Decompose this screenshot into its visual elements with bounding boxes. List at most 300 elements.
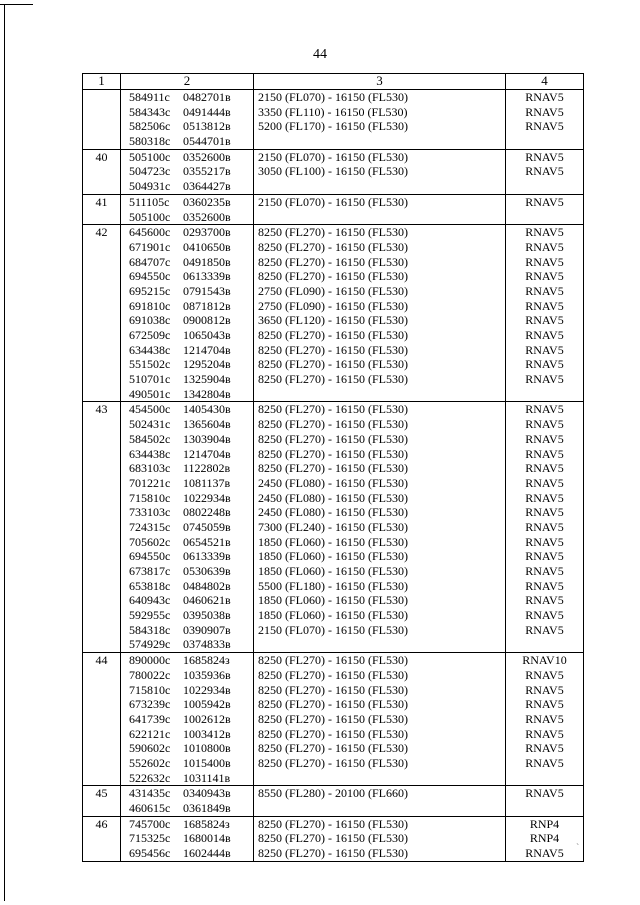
navigation-spec: RNAV5: [525, 342, 564, 357]
coordinates-cell: [121, 194, 254, 224]
flight-level-range: 2150 (FL070) - 16150 (FL530): [258, 149, 408, 164]
route-number-cell: [83, 816, 121, 861]
flight-level-range: 1850 (FL060) - 16150 (FL530): [258, 593, 408, 608]
latitude: 622121с: [129, 726, 171, 741]
table-row: [83, 653, 584, 786]
coordinate-line: [121, 786, 253, 801]
longitude: 0871812в: [183, 298, 231, 313]
coordinate-line: [121, 195, 253, 210]
coordinates-cell: [121, 402, 254, 653]
navigation-spec: RNAV5: [525, 119, 564, 134]
flight-level-range: 8250 (FL270) - 16150 (FL530): [258, 816, 408, 831]
coordinate-line: [121, 269, 253, 284]
header-col-2: 2: [121, 74, 254, 90]
longitude: 1685824з: [183, 653, 230, 668]
navigation-spec: RNAV5: [525, 682, 564, 697]
navigation-spec: RNAV5: [525, 283, 564, 298]
navigation-spec: RNAV10: [522, 653, 567, 668]
flight-level-range: 8250 (FL270) - 16150 (FL530): [258, 372, 408, 387]
longitude: 1342804в: [183, 386, 231, 401]
navigation-spec: RNAV5: [525, 194, 564, 209]
longitude: 1214704в: [183, 342, 231, 357]
longitude: 0791543в: [183, 283, 231, 298]
coordinate-line: [121, 637, 253, 652]
navigation-spec-cell: [506, 816, 584, 861]
longitude: 1015400в: [183, 755, 231, 770]
navigation-spec: RNAV5: [525, 534, 564, 549]
latitude: 745700с: [129, 816, 171, 831]
coordinate-line: [121, 432, 253, 447]
latitude: 645600с: [129, 225, 171, 240]
longitude: 1003412в: [183, 726, 231, 741]
coordinate-line: [121, 817, 253, 832]
flight-level-range: 2750 (FL090) - 16150 (FL530): [258, 283, 408, 298]
navigation-spec: RNAV5: [525, 578, 564, 593]
levels-cell: [254, 225, 506, 402]
coordinate-line: [121, 402, 253, 417]
coordinate-line: [121, 240, 253, 255]
route-number: 46: [95, 816, 108, 831]
longitude: 1214704в: [183, 446, 231, 461]
route-number-cell: [83, 402, 121, 653]
latitude: 715810с: [129, 682, 171, 697]
navigation-spec: RNAV5: [525, 328, 564, 342]
navigation-spec: RNP4: [529, 816, 560, 831]
table-row: [83, 402, 584, 653]
longitude: 1022934в: [183, 490, 231, 505]
longitude: 0395038в: [183, 608, 231, 623]
latitude: 584318с: [129, 622, 171, 637]
flight-level-range: 8250 (FL270) - 16150 (FL530): [258, 225, 408, 240]
latitude: 701221с: [129, 475, 171, 490]
longitude: 0654521в: [183, 534, 231, 549]
coordinate-line: [121, 372, 253, 387]
latitude: 780022с: [129, 667, 171, 682]
longitude: 1122802в: [183, 461, 231, 476]
coordinates-cell: [121, 653, 254, 786]
route-table: [82, 73, 584, 862]
navigation-spec-cell: [506, 786, 584, 816]
coordinate-line: [121, 712, 253, 727]
navigation-spec: RNAV5: [525, 461, 564, 476]
flight-level-range: 1850 (FL060) - 16150 (FL530): [258, 564, 408, 578]
latitude: 691038с: [129, 313, 171, 328]
table-row: [83, 149, 584, 194]
latitude: 551502с: [129, 357, 171, 372]
longitude: 1405430в: [183, 402, 231, 417]
levels-cell: [254, 816, 506, 861]
longitude: 0374833в: [183, 637, 231, 652]
latitude: 694550с: [129, 549, 171, 564]
route-number: 40: [95, 149, 108, 164]
route-number: [83, 90, 120, 105]
longitude: 0340943в: [183, 786, 231, 801]
flight-level-range: 8250 (FL270) - 16150 (FL530): [258, 254, 408, 269]
navigation-spec: RNAV5: [525, 431, 564, 446]
coordinate-line: [121, 608, 253, 623]
coordinate-line: [121, 801, 253, 816]
levels-cell: [254, 149, 506, 194]
longitude: 1365604в: [183, 417, 231, 432]
coordinate-line: [121, 461, 253, 476]
flight-level-range: 8250 (FL270) - 16150 (FL530): [258, 846, 408, 861]
latitude: 695456с: [129, 846, 171, 861]
latitude: 733103с: [129, 505, 171, 520]
latitude: 705602с: [129, 534, 171, 549]
flight-level-range: 8250 (FL270) - 16150 (FL530): [258, 446, 408, 461]
flight-level-range: 2450 (FL080) - 16150 (FL530): [258, 490, 408, 505]
coordinate-line: [121, 357, 253, 372]
latitude: 584502с: [129, 431, 171, 446]
longitude: 0364427в: [183, 179, 231, 194]
coordinate-line: [121, 727, 253, 742]
navigation-spec: RNAV5: [525, 490, 564, 505]
route-number: 41: [95, 194, 108, 209]
longitude: 0513812в: [183, 119, 231, 134]
header-col-1: 1: [83, 74, 121, 90]
flight-level-range: 8250 (FL270) - 16150 (FL530): [258, 755, 408, 770]
longitude: 0390907в: [183, 622, 231, 637]
coordinate-line: [121, 741, 253, 756]
flight-level-range: 8250 (FL270) - 16150 (FL530): [258, 726, 408, 741]
latitude: 673239с: [129, 697, 171, 712]
longitude: 0544701в: [183, 134, 231, 149]
latitude: 590602с: [129, 741, 171, 756]
coordinate-line: [121, 179, 253, 194]
latitude: 504931с: [129, 179, 171, 194]
latitude: 502431с: [129, 417, 171, 432]
navigation-spec-cell: [506, 194, 584, 224]
page-left-edge: [4, 4, 5, 901]
levels-cell: [254, 653, 506, 786]
longitude: 0900812в: [183, 313, 231, 328]
flight-level-range: 2750 (FL090) - 16150 (FL530): [258, 298, 408, 313]
navigation-spec: RNAV5: [525, 846, 564, 861]
longitude: 1685824з: [183, 816, 230, 831]
longitude: 0361849в: [183, 801, 231, 815]
navigation-spec: RNAV5: [525, 164, 564, 179]
flight-level-range: 8250 (FL270) - 16150 (FL530): [258, 342, 408, 357]
longitude: 0802248в: [183, 505, 231, 520]
longitude: 0745059в: [183, 519, 231, 534]
longitude: 0410650в: [183, 239, 231, 254]
latitude: 653818с: [129, 578, 171, 593]
flight-level-range: 2150 (FL070) - 16150 (FL530): [258, 90, 408, 104]
coordinate-line: [121, 771, 253, 786]
navigation-spec: RNAV5: [525, 726, 564, 741]
longitude: 1031141в: [183, 770, 231, 785]
route-number-cell: [83, 194, 121, 224]
navigation-spec: RNAV5: [525, 90, 564, 104]
latitude: 584343с: [129, 104, 171, 119]
latitude: 640943с: [129, 593, 171, 608]
flight-level-range: 8250 (FL270) - 16150 (FL530): [258, 831, 408, 846]
longitude: 0613339в: [183, 269, 231, 284]
navigation-spec: RNAV5: [525, 372, 564, 387]
latitude: 592955с: [129, 608, 171, 623]
page-number: 44: [313, 47, 327, 62]
longitude: 1002612в: [183, 711, 231, 726]
longitude: 1303904в: [183, 431, 231, 446]
longitude: 1081137в: [183, 475, 231, 490]
levels-cell: [254, 90, 506, 150]
longitude: 1010800в: [183, 741, 231, 756]
flight-level-range: 2450 (FL080) - 16150 (FL530): [258, 475, 408, 490]
coordinate-line: [121, 164, 253, 179]
flight-level-range: 3050 (FL100) - 16150 (FL530): [258, 164, 408, 179]
navigation-spec: RNAV5: [525, 225, 564, 240]
navigation-spec: RNAV5: [525, 475, 564, 490]
route-number-cell: [83, 225, 121, 402]
flight-level-range: 1850 (FL060) - 16150 (FL530): [258, 549, 408, 564]
flight-level-range: 8250 (FL270) - 16150 (FL530): [258, 269, 408, 284]
levels-cell: [254, 194, 506, 224]
coordinates-cell: [121, 149, 254, 194]
navigation-spec: RNAV5: [525, 697, 564, 712]
flight-level-range: 8250 (FL270) - 16150 (FL530): [258, 682, 408, 697]
longitude: 1325904в: [183, 372, 231, 387]
coordinate-line: [121, 505, 253, 520]
navigation-spec: RNAV5: [525, 402, 564, 417]
route-number: 45: [95, 786, 108, 801]
coordinate-line: [121, 284, 253, 299]
navigation-spec-cell: [506, 402, 584, 653]
coordinate-line: [121, 491, 253, 506]
navigation-spec: RNAV5: [525, 786, 564, 801]
navigation-spec: RNAV5: [525, 549, 564, 564]
coordinate-line: [121, 520, 253, 535]
flight-level-range: 8250 (FL270) - 16150 (FL530): [258, 328, 408, 342]
navigation-spec: RNAV5: [525, 417, 564, 432]
coordinate-line: [121, 564, 253, 579]
table-row: [83, 786, 584, 816]
header-col-3: 3: [254, 74, 506, 90]
navigation-spec: RNAV5: [525, 564, 564, 578]
coordinate-line: [121, 756, 253, 771]
coordinate-line: [121, 653, 253, 668]
flight-level-range: 2150 (FL070) - 16150 (FL530): [258, 622, 408, 637]
flight-level-range: 8250 (FL270) - 16150 (FL530): [258, 697, 408, 712]
latitude: 580318с: [129, 134, 171, 149]
scan-mark: `: [576, 843, 580, 854]
latitude: 490501с: [129, 386, 171, 401]
longitude: 1035936в: [183, 667, 231, 682]
table-header-row: [83, 74, 584, 90]
route-number-cell: [83, 786, 121, 816]
flight-level-range: 3350 (FL110) - 16150 (FL530): [258, 104, 408, 119]
longitude: 0613339в: [183, 549, 231, 564]
latitude: 505100с: [129, 149, 171, 164]
latitude: 715810с: [129, 490, 171, 505]
navigation-spec: RNAV5: [525, 254, 564, 269]
route-number: 42: [95, 225, 108, 240]
coordinate-line: [121, 579, 253, 594]
coordinate-line: [121, 447, 253, 462]
coordinate-line: [121, 313, 253, 328]
longitude: 1065043в: [183, 328, 231, 342]
coordinate-line: [121, 255, 253, 270]
latitude: 510701с: [129, 372, 171, 387]
navigation-spec: RNAV5: [525, 519, 564, 534]
latitude: 584911с: [129, 90, 170, 104]
navigation-spec: RNP4: [529, 831, 560, 846]
flight-level-range: 8550 (FL280) - 20100 (FL660): [258, 786, 408, 801]
longitude: 0530639в: [183, 564, 231, 578]
latitude: 431435с: [129, 786, 171, 801]
coordinate-line: [121, 150, 253, 165]
latitude: 574929с: [129, 637, 171, 652]
flight-level-range: 2450 (FL080) - 16150 (FL530): [258, 505, 408, 520]
latitude: 641739с: [129, 711, 171, 726]
navigation-spec: RNAV5: [525, 741, 564, 756]
flight-level-range: 8250 (FL270) - 16150 (FL530): [258, 667, 408, 682]
latitude: 634438с: [129, 446, 171, 461]
flight-level-range: 8250 (FL270) - 16150 (FL530): [258, 417, 408, 432]
levels-cell: [254, 402, 506, 653]
navigation-spec-cell: [506, 90, 584, 150]
coordinates-cell: [121, 786, 254, 816]
coordinates-cell: [121, 90, 254, 150]
levels-cell: [254, 786, 506, 816]
navigation-spec: RNAV5: [525, 104, 564, 119]
coordinate-line: [121, 343, 253, 358]
latitude: 695215с: [129, 283, 171, 298]
latitude: 511105с: [129, 194, 170, 209]
latitude: 522632с: [129, 770, 171, 785]
flight-level-range: 3650 (FL120) - 16150 (FL530): [258, 313, 408, 328]
header-col-4: 4: [506, 74, 584, 90]
route-number-cell: [83, 149, 121, 194]
coordinate-line: [121, 846, 253, 861]
table-row: [83, 90, 584, 150]
latitude: 694550с: [129, 269, 171, 284]
coordinate-line: [121, 623, 253, 638]
longitude: 1022934в: [183, 682, 231, 697]
table-row: [83, 194, 584, 224]
latitude: 504723с: [129, 164, 171, 179]
longitude: 0352600в: [183, 209, 231, 224]
flight-level-range: 2150 (FL070) - 16150 (FL530): [258, 194, 408, 209]
coordinate-line: [121, 225, 253, 240]
navigation-spec: RNAV5: [525, 446, 564, 461]
coordinate-line: [121, 831, 253, 846]
navigation-spec: RNAV5: [525, 593, 564, 608]
coordinate-line: [121, 210, 253, 225]
longitude: 0355217в: [183, 164, 231, 179]
route-number: 43: [95, 402, 108, 417]
coordinate-line: [121, 549, 253, 564]
longitude: 0484802в: [183, 578, 231, 593]
flight-level-range: 8250 (FL270) - 16150 (FL530): [258, 653, 408, 668]
latitude: 715325с: [129, 831, 171, 846]
longitude: 0352600в: [183, 149, 231, 164]
latitude: 691810с: [129, 298, 171, 313]
table-row: [83, 816, 584, 861]
navigation-spec: RNAV5: [525, 269, 564, 284]
coordinate-line: [121, 90, 253, 105]
coordinate-line: [121, 299, 253, 314]
navigation-spec: RNAV5: [525, 667, 564, 682]
navigation-spec: RNAV5: [525, 505, 564, 520]
latitude: 724315с: [129, 519, 171, 534]
flight-level-range: 7300 (FL240) - 16150 (FL530): [258, 519, 408, 534]
flight-level-range: 8250 (FL270) - 16150 (FL530): [258, 461, 408, 476]
latitude: 552602с: [129, 755, 171, 770]
coordinate-line: [121, 105, 253, 120]
route-number-cell: [83, 90, 121, 150]
coordinate-line: [121, 119, 253, 134]
navigation-spec: RNAV5: [525, 357, 564, 372]
latitude: 505100с: [129, 209, 171, 224]
navigation-spec: RNAV5: [525, 755, 564, 770]
longitude: 0491444в: [183, 104, 231, 119]
navigation-spec: RNAV5: [525, 298, 564, 313]
latitude: 673817с: [129, 564, 171, 578]
coordinates-cell: [121, 225, 254, 402]
latitude: 634438с: [129, 342, 171, 357]
navigation-spec: RNAV5: [525, 149, 564, 164]
longitude: 0460621в: [183, 593, 231, 608]
coordinate-line: [121, 593, 253, 608]
longitude: 0491850в: [183, 254, 231, 269]
latitude: 683103с: [129, 461, 171, 476]
flight-level-range: 8250 (FL270) - 16150 (FL530): [258, 357, 408, 372]
flight-level-range: 1850 (FL060) - 16150 (FL530): [258, 608, 408, 623]
latitude: 672509с: [129, 328, 171, 342]
navigation-spec-cell: [506, 225, 584, 402]
latitude: 460615с: [129, 801, 171, 815]
coordinate-line: [121, 328, 253, 343]
flight-level-range: 1850 (FL060) - 16150 (FL530): [258, 534, 408, 549]
longitude: 0360235в: [183, 194, 231, 209]
flight-level-range: 8250 (FL270) - 16150 (FL530): [258, 402, 408, 417]
longitude: 1602444в: [183, 846, 231, 861]
flight-level-range: 5200 (FL170) - 16150 (FL530): [258, 119, 408, 134]
latitude: 582506с: [129, 119, 171, 134]
coordinates-cell: [121, 816, 254, 861]
latitude: 684707с: [129, 254, 171, 269]
coordinate-line: [121, 134, 253, 149]
navigation-spec: RNAV5: [525, 239, 564, 254]
navigation-spec: RNAV5: [525, 608, 564, 623]
navigation-spec-cell: [506, 149, 584, 194]
latitude: 454500с: [129, 402, 171, 417]
coordinate-line: [121, 683, 253, 698]
navigation-spec: RNAV5: [525, 711, 564, 726]
navigation-spec: RNAV5: [525, 622, 564, 637]
longitude: 0293700в: [183, 225, 231, 240]
route-number-cell: [83, 653, 121, 786]
table-row: [83, 225, 584, 402]
flight-level-range: 5500 (FL180) - 16150 (FL530): [258, 578, 408, 593]
longitude: 1680014в: [183, 831, 231, 846]
longitude: 1295204в: [183, 357, 231, 372]
route-number: 44: [95, 653, 108, 668]
flight-level-range: 8250 (FL270) - 16150 (FL530): [258, 239, 408, 254]
coordinate-line: [121, 668, 253, 683]
coordinate-line: [121, 387, 253, 402]
latitude: 671901с: [129, 239, 171, 254]
flight-level-range: 8250 (FL270) - 16150 (FL530): [258, 711, 408, 726]
coordinate-line: [121, 697, 253, 712]
flight-level-range: 8250 (FL270) - 16150 (FL530): [258, 741, 408, 756]
coordinate-line: [121, 417, 253, 432]
longitude: 0482701в: [183, 90, 231, 104]
navigation-spec-cell: [506, 653, 584, 786]
latitude: 890000с: [129, 653, 171, 668]
coordinate-line: [121, 476, 253, 491]
navigation-spec: RNAV5: [525, 313, 564, 328]
